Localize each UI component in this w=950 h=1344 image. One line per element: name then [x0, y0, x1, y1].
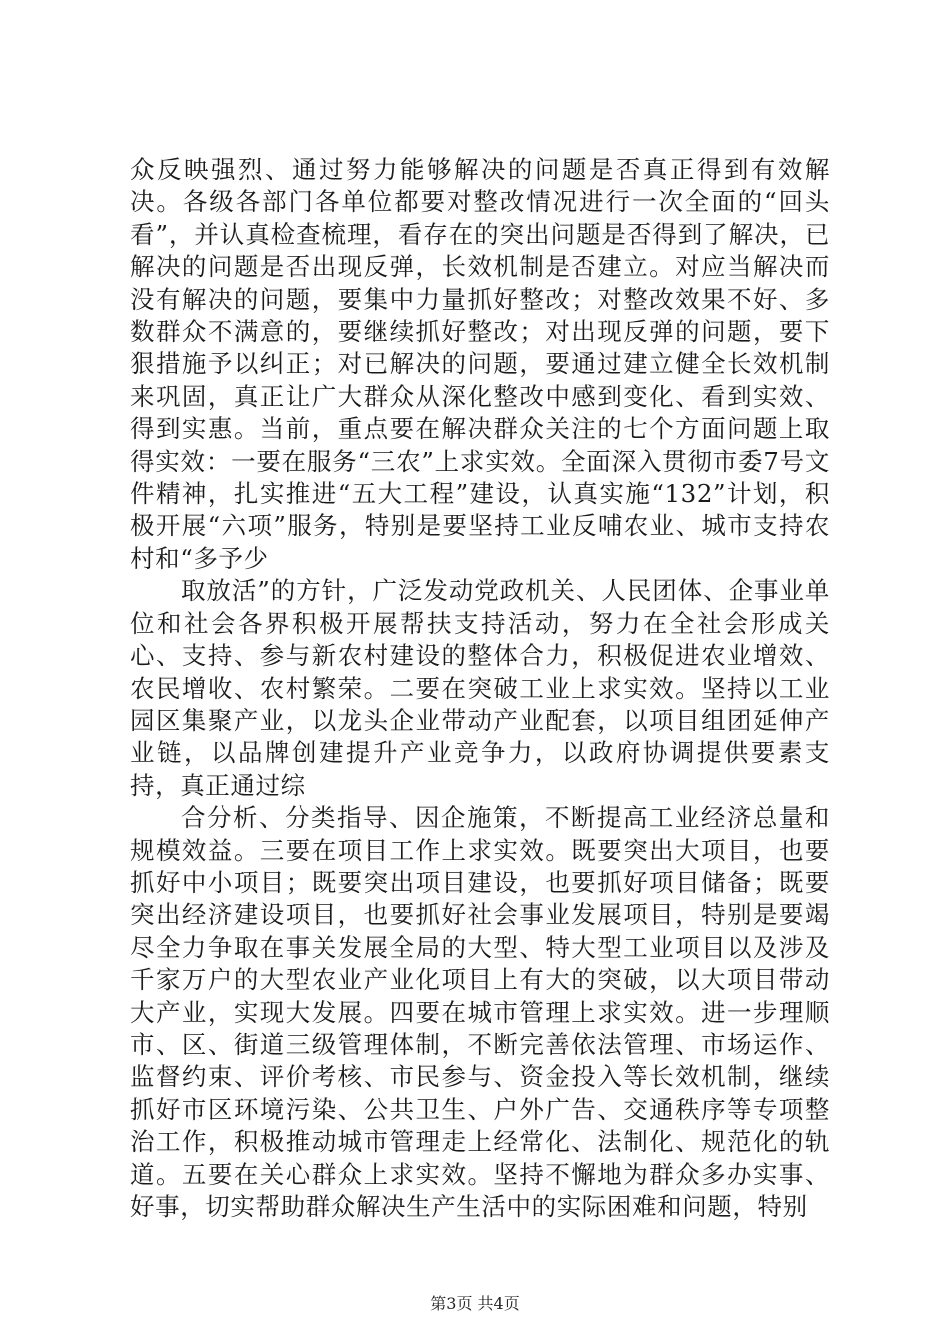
paragraph-1: 众反映强烈、通过努力能够解决的问题是否真正得到有效解决。各级各部门各单位都要对整改情况进行一次全面的“回头看”，并认真检查梳理，看存在的突出问题是否得到了解决，已解决的问题是否出现反弹，长效机制是否建立。对应当解决而没有解决的问题，要集中力量抓好整改；对整改效果不好、多数群众不满意的，要继续抓好整改；对出现反弹的问题，要下狠措施予以纠正；对已解决的问题，要通过建立健全长效机制来巩固，真正让广大群众从深化整改中感到变化、看到实效、得到实惠。当前，重点要在解决群众关注的七个方面问题上取得实效：一要在服务“三农”上求实效。全面深入贯彻市委7号文件精神，扎实推进“五大工程”建设，认真实施“132”计划，积极开展“六项”服务，特别是要坚持工业反哺农业、城市支持农村和“多予少: [130, 155, 830, 573]
body-text: [130, 154, 830, 1223]
page-footer: 第3页 共4页: [430, 1294, 520, 1313]
paragraph-3: 合分析、分类指导、因企施策，不断提高工业经济总量和规模效益。三要在项目工作上求实效。既要突出大项目，也要抓好中小项目；既要突出项目建设，也要抓好项目储备；既要突出经济建设项目，也要抓好社会事业发展项目，特别是要竭尽全力争取在事关发展全局的大型、特大型工业项目以及涉及千家万户的大型农业产业化项目上有大的突破，以大项目带动大产业，实现大发展。四要在城市管理上求实效。进一步理顺市、区、街道三级管理体制，不断完善依法管理、市场运作、监督约束、评价考核、市民参与、资金投入等长效机制，继续抓好市区环境污染、公共卫生、户外广告、交通秩序等专项整治工作，积极推动城市管理走上经常化、法制化、规范化的轨道。五要在关心群众上求实效。坚持不懈地为群众多办实事、好事，切实帮助群众解决生产生活中的实际困难和问题，特别: [130, 803, 830, 1221]
paragraph-2: 取放活”的方针，广泛发动党政机关、人民团体、企事业单位和社会各界积极开展帮扶支持活动，努力在全社会形成关心、支持、参与新农村建设的整体合力，积极促进农业增效、农民增收、农村繁荣。二要在突破工业上求实效。坚持以工业园区集聚产业，以龙头企业带动产业配套，以项目组团延伸产业链，以品牌创建提升产业竞争力，以政府协调提供要素支持，真正通过综: [130, 576, 830, 800]
